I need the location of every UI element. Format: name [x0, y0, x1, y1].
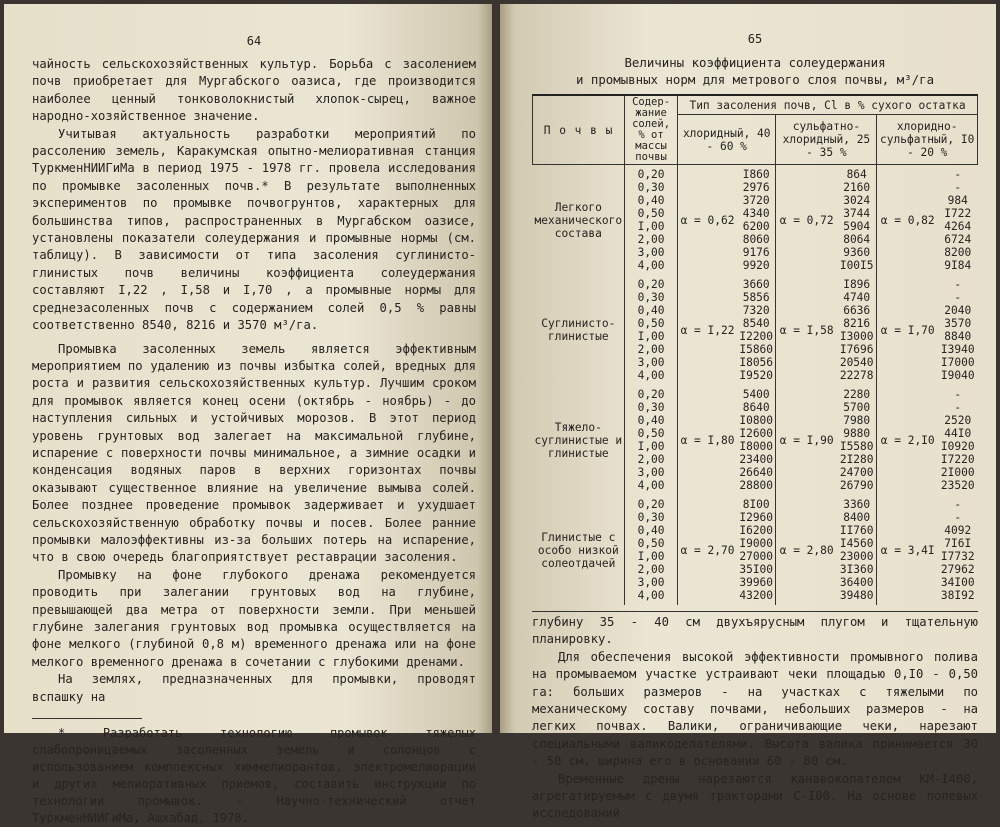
footnote-divider	[32, 718, 142, 719]
norm-values: - - 2040 3570 8840 I3940 I7000 I9040	[940, 278, 975, 382]
page-number-left: 64	[246, 34, 262, 48]
left-page	[4, 4, 492, 826]
salt-levels: 0,20 0,30 0,40 0,50 I,00 2,00 3,00 4,00	[625, 275, 678, 385]
alpha-value: α = 0,62	[678, 165, 737, 276]
norm-values: 3660 5856 7320 8540 I2200 I5860 I8056 I9520	[739, 278, 774, 382]
subheader-chloride-sulfate: хлоридно-сульфатный, I0 - 20 %	[877, 115, 978, 165]
norm-values: 3360 8400 II760 I4560 23000 3I360 36400 39480	[839, 498, 874, 602]
paragraph-4: Промывку на фоне глубокого дренажа рекомендуется проводить при залегании грунтовых вод на глубине, превышающей два метра от поверхности земли. При меньшей глубине залегания грунтовых вод промывка осуществляется на фоне мелкого (глубиной 0,8 м) временного дренажа или на фоне мелкого временного дренажа в сочетании с глубокими дренами.	[32, 567, 476, 669]
alpha-value: α = I,90	[776, 385, 837, 495]
alpha-value: α = 2,I0	[877, 385, 938, 495]
table-row	[533, 165, 978, 276]
paragraph-3: Промывка засоленных земель является эффективным мероприятием по удалению из почвы избытка солей, вредных для роста и развития сельскохозяйственных культур. Лучшим сроком для промывок является конец осени (октябрь - ноябрь) - до наступления сильных и устойчивых морозов. В этот период уровень грунтовых вод залегает на максимальной глубине, испарение с поверхности почвы минимальное, а зимние осадки и конденсация водяных паров в верхних горизонтах почвы оказывают существенное влияние на увеличение вымыва солей. Более позднее проведение промывок задерживает и ухудшает сельскохозяйственную обработку почвы и посев. Более ранние промывки малоэффективны из-за больших потерь на испарение, что в свою очередь благоприятствует реставрации засоления.	[32, 341, 476, 565]
paragraph-5: На землях, предназначенных для промывки, проводят вспашку на	[32, 672, 476, 704]
norm-values: - - 2520 44I0 I0920 I7220 2I000 23520	[940, 388, 975, 492]
alpha-value: α = I,70	[877, 275, 938, 385]
right-body-text	[532, 611, 978, 823]
header-salinity-type: Тип засоления почв, Cl в % сухого остатка	[678, 95, 978, 115]
alpha-value: α = 3,4I	[877, 495, 938, 605]
norm-values: 864 2160 3024 3744 5904 8064 9360 I00I5	[839, 168, 874, 272]
table-row	[533, 495, 978, 605]
paragraph-3: Временные дрены нарезаются канавокопателем КМ-I400, агрегатируемым с двумя тракторами С-I00. На основе полевых исследований	[532, 771, 978, 821]
footnote: * Разработать технологию промывок тяжелых слабопроницаемых засоленных земель и солонцов с использованием комплексных химмелиорантов, электромелиорации и других мелиоративных приемов, составить инструкции по технологии промывок. - Научно-технический отчет ТуркменНИИГиМа, Ашхабад, 1978.	[32, 726, 476, 826]
paragraph-1: чайность сельскохозяйственных культур. Борьба с засолением почв приобретает для Мургабского оазиса, где производится наиболее ценный тонковолокнистый хлопок-сырец, важное народно-хозяйственное значение.	[32, 57, 476, 124]
table-title-line-1: Величины коэффициента солеудержания	[624, 55, 886, 70]
alpha-value: α = I,58	[776, 275, 837, 385]
subheader-sulfate-chloride: сульфатно-хлоридный, 25 - 35 %	[776, 115, 877, 165]
salt-levels: 0,20 0,30 0,40 0,50 I,00 2,00 3,00 4,00	[625, 165, 678, 276]
page-number-right: 65	[747, 32, 763, 46]
soil-name: Легкого механического состава	[534, 200, 623, 240]
salt-levels: 0,20 0,30 0,40 0,50 I,00 2,00 3,00 4,00	[625, 495, 678, 605]
header-salt-content: Содер-жание солей, % от массы почвы	[625, 95, 678, 165]
soil-name: Суглинисто-глинистые	[541, 317, 616, 343]
alpha-value: α = 2,80	[776, 495, 837, 605]
alpha-value: α = 2,70	[678, 495, 737, 605]
norm-values: 2280 5700 7980 9880 I5580 2I280 24700 26790	[839, 388, 874, 492]
table-title	[532, 54, 978, 88]
table-row	[533, 385, 978, 495]
paragraph-2: Учитывая актуальность разработки мероприятий по рассолению земель, Каракумская опытно-мелиоративная станция ТуркменНИИГиМа в период 1975 - 1978 гг. провела исследования по промывке засоленных почв.* В результате выполненных экспериментов по промывке почвогрунтов, характерных для большинства типов, распространенных в Мургабском оазисе, установлены показатели солеудержания и промывные нормы (см. таблицу). В зависимости от типа засоления суглинисто-глинистых почв величины коэффициента солеудержания составляют I,22 , I,58 и I,70 , а промывные нормы для среднезасоленных почв с содержанием солей 0,5 % равны соответственно 8540, 8216 и 3570 м³/га.	[32, 126, 476, 333]
norm-values: I860 2976 3720 4340 6200 8060 9176 9920	[742, 168, 770, 272]
soil-name: Тяжело-суглинистые и глинистые	[534, 420, 623, 460]
soil-name: Глинистые с особо низкой солеотдачей	[537, 530, 619, 570]
salt-retention-table	[532, 94, 978, 605]
left-body-text	[32, 56, 476, 706]
norm-values: - - 4092 7I6I I7732 27962 34I00 38I92	[940, 498, 975, 602]
right-page	[500, 4, 996, 821]
norm-values: - - 984 I722 4264 6724 8200 9I84	[944, 168, 972, 272]
header-soil: П о ч в ы	[533, 95, 625, 165]
norm-values: 5400 8640 I0800 I2600 I8000 23400 26640 28800	[739, 388, 774, 492]
paragraph-1: глубину 35 - 40 см двухъярусным плугом и тщательную планировку.	[532, 615, 978, 647]
subheader-chloride: хлоридный, 40 - 60 %	[678, 115, 776, 165]
norm-values: 8I00 I2960 I6200 I9000 27000 35I00 39960 43200	[739, 498, 774, 602]
alpha-value: α = 0,72	[776, 165, 837, 276]
table-row	[533, 275, 978, 385]
table-title-line-2: и промывных норм для метрового слоя почвы, м³/га	[575, 72, 935, 87]
alpha-value: α = 0,82	[877, 165, 938, 276]
paragraph-2: Для обеспечения высокой эффективности промывного полива на промываемом участке устраивают чеки площадью 0,I0 - 0,50 га: больших размеров - на участках с тяжелыми по механическому составу почвами, небольших размеров - на легких почвах. Валики, ограничивающие чеки, нарезают специальными валикоделателями. Высота валика принимается 30 - 50 см, ширина его в основании 60 - 80 см.	[532, 649, 978, 769]
salt-levels: 0,20 0,30 0,40 0,50 I,00 2,00 3,00 4,00	[625, 385, 678, 495]
norm-values: I896 4740 6636 8216 I3000 I7696 20540 22278	[839, 278, 874, 382]
alpha-value: α = I,80	[678, 385, 737, 495]
alpha-value: α = I,22	[678, 275, 737, 385]
